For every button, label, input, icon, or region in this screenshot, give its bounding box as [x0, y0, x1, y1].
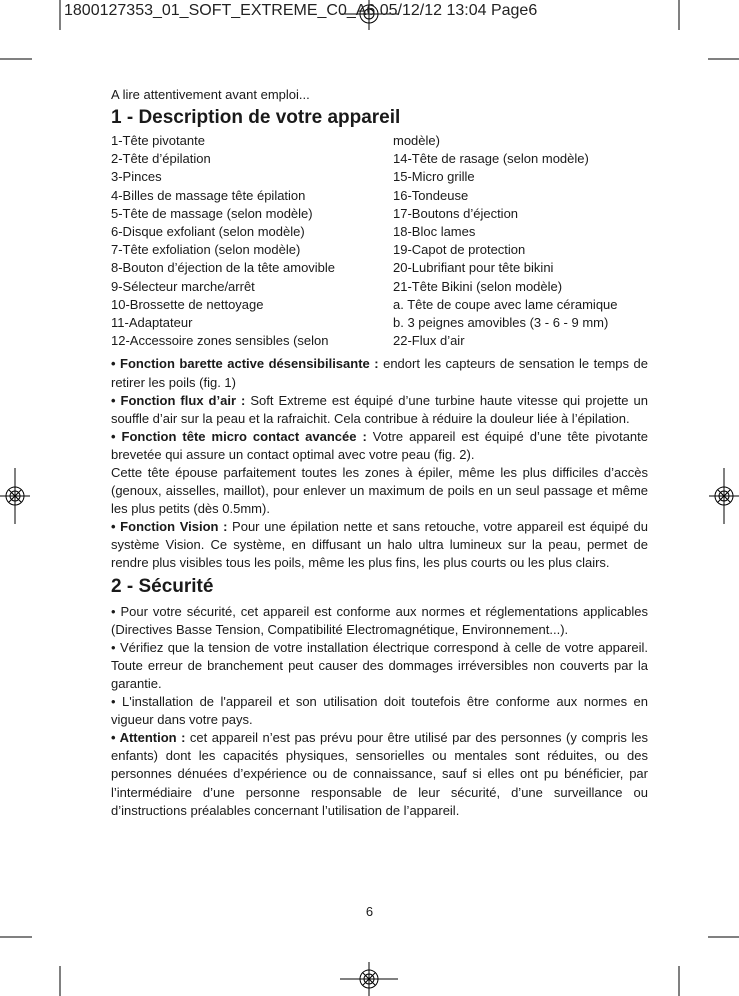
list-item: 3-Pinces — [111, 169, 162, 185]
feature-vision — [111, 518, 648, 572]
section-title-safety: 2 - Sécurité — [111, 575, 214, 597]
feature-label: • Fonction Vision : — [111, 519, 228, 535]
list-item: 1-Tête pivotante — [111, 133, 205, 148]
list-item: 7-Tête exfoliation (selon modèle) — [111, 242, 301, 258]
registration-mark-right — [709, 468, 739, 524]
feature-text: Soft Extreme est équipé d’une turbine haute vitesse qui projette un souffle d’air sur la peau et la rafraichit. Cela contribue à réduire la douleur liée à l’épilation. — [111, 392, 648, 426]
list-item: 6-Disque exfoliant (selon modèle) — [111, 224, 305, 240]
list-item: 18-Bloc lames — [393, 224, 476, 240]
safety-item: • L'installation de l'appareil et son utilisation doit toutefois être conforme aux normes en vigueur dans votre pays. — [111, 694, 648, 728]
list-item: a. Tête de coupe avec lame céramique — [393, 296, 618, 312]
list-item: 22-Flux d’air — [393, 333, 465, 349]
list-item: 9-Sélecteur marche/arrêt — [111, 278, 255, 294]
parts-column-right — [393, 132, 648, 350]
feature-text: Votre appareil est équipé d’une tête pivotante brevetée qui assure un contact optimal avec votre peau (fig. 2). — [111, 428, 648, 462]
feature-text: endort les capteurs de sensation le temps de retirer les poils (fig. 1) — [111, 356, 648, 390]
feature-micro-contact — [111, 428, 648, 464]
page-number: 6 — [365, 904, 374, 919]
list-item: b. 3 peignes amovibles (3 - 6 - 9 mm) — [393, 315, 609, 331]
list-item: 21-Tête Bikini (selon modèle) — [393, 278, 563, 294]
parts-column-left — [111, 132, 393, 350]
list-item: 20-Lubrifiant pour tête bikini — [393, 260, 554, 276]
list-item: 10-Brossette de nettoyage — [111, 296, 264, 312]
list-item: 2-Tête d’épilation — [111, 151, 211, 167]
attention-text: cet appareil n’est pas prévu pour être utilisé par des personnes (y compris les enfants) dont les capacités physiques, sensorielles ou mentales sont réduites, ou des personnes dénuées d’expérience ou de connaissance, sauf si elles ont pu bénéficier, par l’intermédiaire d’une personne responsable de leur sécurité, d’une surveillance ou d’instructions préalables concernant l’utilisation de l’appareil. — [111, 730, 648, 818]
list-item: 17-Boutons d’éjection — [393, 205, 519, 221]
safety-item-attention — [111, 729, 648, 819]
feature-micro-contact-detail: Cette tête épouse parfaitement toutes les zones à épiler, même les plus difficiles d’accès (genoux, aisselles, maillot), pour enlever un maximum de poils en un seul passage et même les plus petits (dès 0.5mm). — [111, 465, 648, 517]
parts-list — [111, 132, 648, 350]
intro-text: A lire attentivement avant emploi... — [111, 87, 310, 102]
feature-text: Pour une épilation nette et sans retouche, votre appareil est équipé du système Vision. Ce système, en diffusant un halo ultra lumineux sur la peau, permet de rendre plus visibles tous les poils, même les plus fins, les plus courts ou les plus clairs. — [111, 519, 648, 571]
list-item: 14-Tête de rasage (selon modèle) — [393, 151, 589, 167]
feature-label: • Fonction tête micro contact avancée : — [111, 428, 367, 444]
feature-label: • Fonction barette active désensibilisante : — [111, 356, 379, 372]
list-item: 12-Accessoire zones sensibles (selon — [111, 333, 329, 349]
feature-label: • Fonction flux d’air : — [111, 392, 246, 408]
list-item: modèle) — [393, 133, 440, 148]
list-item: 8-Bouton d’éjection de la tête amovible — [111, 260, 336, 276]
list-item: 15-Micro grille — [393, 169, 475, 185]
print-slug-header: 1800127353_01_SOFT_EXTREME_C0_A6 05/12/12 13:04 Page6 — [64, 2, 538, 19]
list-item: 11-Adaptateur — [111, 315, 193, 331]
list-item: 16-Tondeuse — [393, 187, 469, 203]
section-title-description: 1 - Description de votre appareil — [111, 107, 401, 128]
safety-section — [111, 603, 648, 820]
list-item: 5-Tête de massage (selon modèle) — [111, 205, 313, 221]
list-item: 19-Capot de protection — [393, 242, 526, 258]
page-content — [111, 86, 648, 820]
features-section — [111, 355, 648, 572]
attention-label: • Attention : — [111, 730, 186, 746]
registration-mark-left — [0, 468, 30, 524]
list-item: 4-Billes de massage tête épilation — [111, 187, 306, 203]
safety-item: • Pour votre sécurité, cet appareil est conforme aux normes et réglementations applicables (Directives Basse Tension, Compatibilité Electromagnétique, Environnement...). — [111, 603, 648, 637]
safety-item: • Vérifiez que la tension de votre installation électrique correspond à celle de votre appareil. Toute erreur de branchement peut causer des dommages irréversibles non couverts par la garantie. — [111, 639, 648, 691]
feature-barette — [111, 355, 648, 391]
registration-mark-bottom — [340, 962, 398, 996]
feature-air-flow — [111, 392, 648, 428]
